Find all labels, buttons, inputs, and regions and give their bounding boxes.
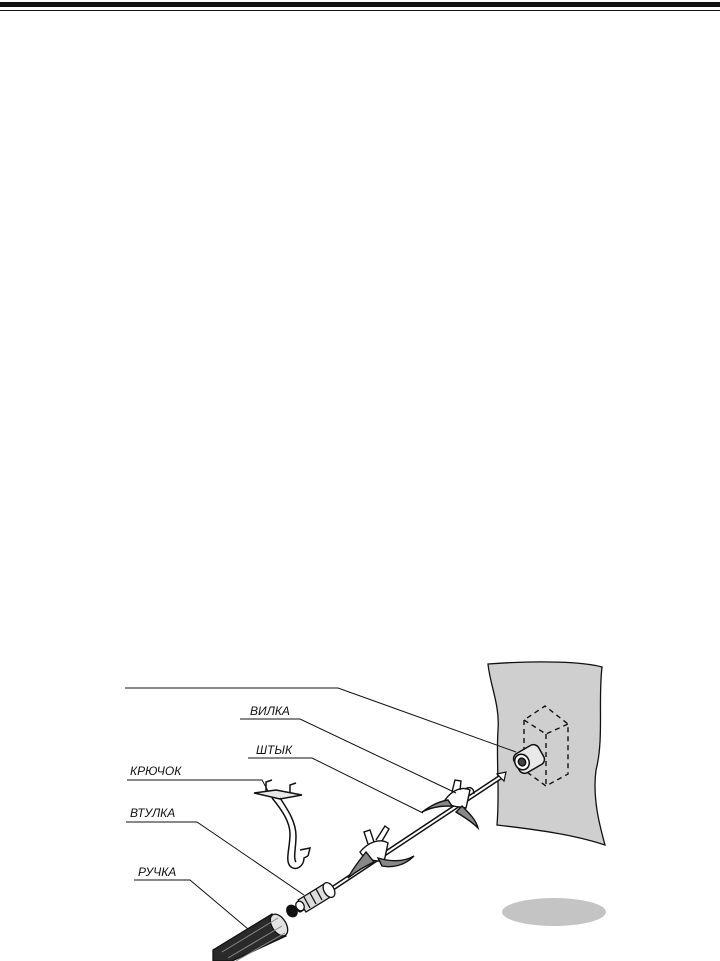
label-bushing: ВТУЛКА [130,806,176,820]
handle [213,911,291,961]
fork-lower [348,826,414,878]
label-hook: КРЮЧОК [130,764,182,778]
leader-spit [248,758,423,813]
label-handle: РУЧКА [138,865,177,879]
leader-handle [134,880,248,929]
leader-bushing [126,822,304,895]
floor-shadow [502,898,606,926]
leader-hook [127,780,268,791]
leader-socket [125,688,516,752]
bushing [285,881,338,919]
label-spit: ШТЫК [256,743,293,757]
label-fork: ВИЛКА [250,704,290,718]
hook [254,780,310,868]
